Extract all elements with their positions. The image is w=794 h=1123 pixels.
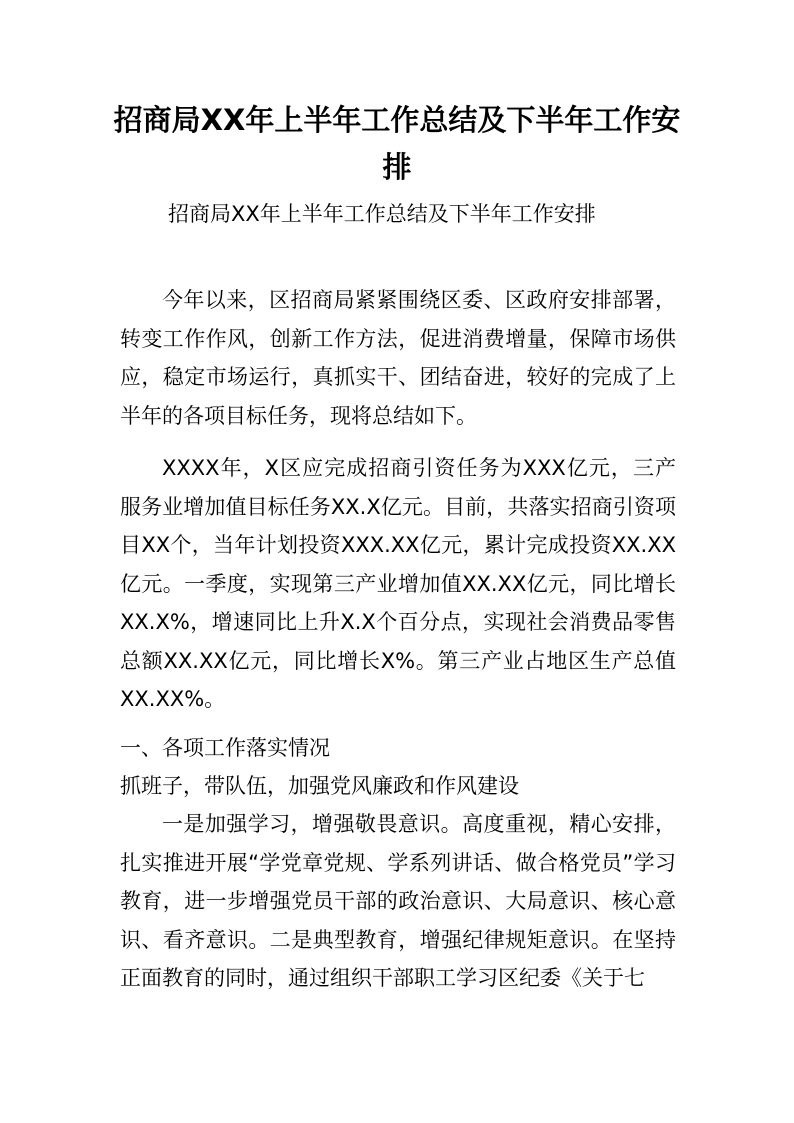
intro-paragraph: 今年以来，区招商局紧紧围绕区委、区政府安排部署，转变工作作风，创新工作方法，促进消费增量，保障市场供应，稳定市场运行，真抓实干、团结奋进，较好的完成了上半年的各项目标任务，现将总结如下。 bbox=[120, 288, 676, 428]
section-heading: 一、各项工作落实情况 bbox=[120, 736, 330, 760]
study-paragraph: 一是加强学习，增强敬畏意识。高度重视，精心安排，扎实推进开展“学党章党规、学系列讲话、做合格党员”学习教育，进一步增强党员干部的政治意识、大局意识、核心意识、看齐意识。二是典型教育，增强纪律规矩意识。在坚持正面教育的同时，通过组织干部职工学习区纪委《关于七 bbox=[120, 812, 676, 990]
document-title: 招商局XX年上半年工作总结及下半年工作安排 bbox=[113, 103, 681, 184]
summary-paragraph: XXXX年，X区应完成招商引资任务为XXX亿元，三产服务业增加值目标任务XX.X亿元。目前，共落实招商引资项目XX个，当年计划投资XXX.XX亿元，累计完成投资XX.XX亿元。一季度，实现第三产业增加值XX.XX亿元，同比增长XX.X%，增速同比上升X.X个百分点，实现社会消费品零售总额XX.XX亿元，同比增长X%。第三产业占地区生产总值XX.XX%。 bbox=[120, 456, 676, 711]
document-subtitle: 招商局XX年上半年工作总结及下半年工作安排 bbox=[168, 202, 596, 226]
sub-heading: 抓班子，带队伍，加强党风廉政和作风建设 bbox=[120, 774, 519, 798]
